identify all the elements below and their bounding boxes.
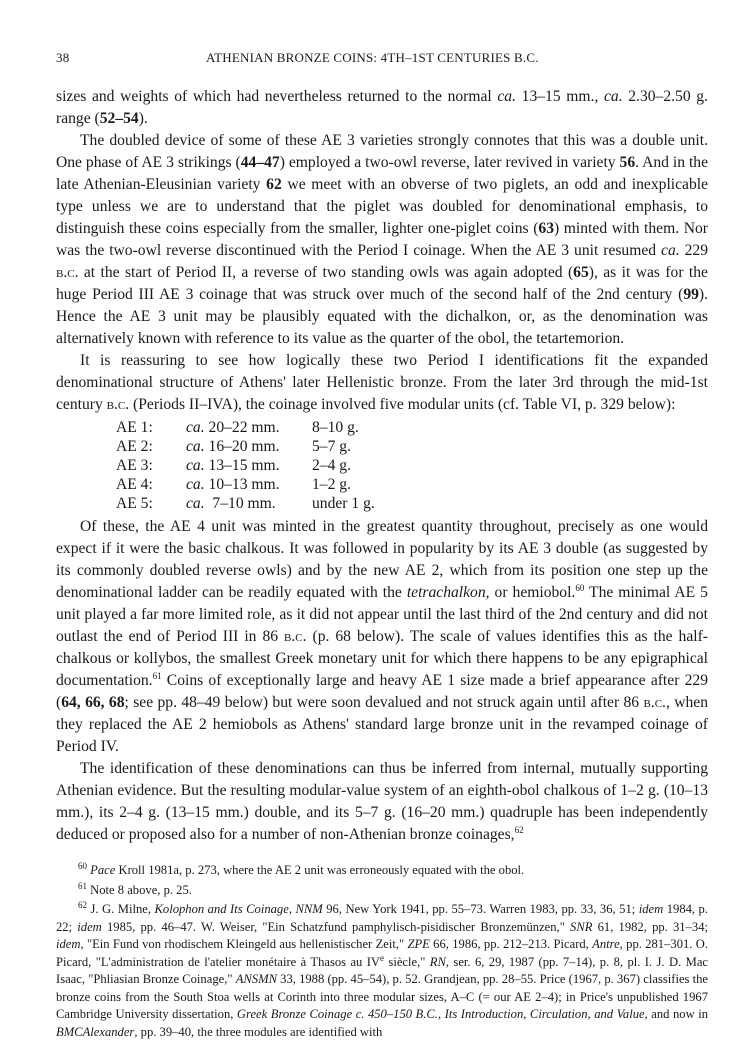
- text-run: ) employed a two-owl reverse, later revived in variety: [279, 154, 620, 171]
- text-run: Greek Bronze Coinage c. 450–150 B.C., Its Introduction, Circulation, and Value: [236, 1007, 645, 1021]
- text-run: ZPE: [407, 937, 430, 951]
- book-page: [56, 50, 708, 1043]
- text-run: 1984, p. 22;: [56, 902, 709, 934]
- text-run: idem: [56, 937, 81, 951]
- text-run: 62: [266, 176, 282, 193]
- text-run: 2.30–2.50 g. range (: [56, 88, 708, 127]
- unit-diameter: ca. 16–20 mm.: [186, 438, 280, 455]
- text-run: RN: [429, 954, 446, 969]
- note-ref: 60: [575, 582, 585, 593]
- text-run: 229: [679, 242, 708, 259]
- running-title: ATHENIAN BRONZE COINS: 4TH–1ST CENTURIES B.C.: [206, 50, 539, 65]
- paragraph-1: [56, 86, 708, 130]
- text-run: 63: [538, 220, 554, 237]
- text-run: ), as it was for the huge Period III AE 3 coinage that was struck over much of the second half of the 2nd century (: [56, 264, 708, 303]
- text-run: idem: [77, 919, 102, 934]
- text-run: at the start of Period II, a reverse of two standing owls was again adopted (: [78, 264, 574, 281]
- page-number: 38: [56, 50, 70, 65]
- paragraph-2: [56, 130, 708, 350]
- text-run: 33, 1988 (pp. 45–54), p. 52. Grandjean, pp. 28–55. Price (1967, p. 367) classifies the bronze coins from the South Stoa wells at Corinth into three modular sizes, A–C (= our AE 2–4); in Price's unpublished 1967 Cambridge University dissertation,: [56, 972, 708, 1021]
- text-run: siècle,": [384, 954, 430, 969]
- footnote-61: [56, 882, 708, 900]
- text-run: The identification of these denominations can thus be inferred from internal, mutually supporting Athenian evidence. But the resulting modular-value system of an eighth-obol chalkous of 1–2 g. (10–13 mm.), its 2–4 g. (13–15 mm.) double, and its 5–7 g. (16–20 mm.) quadruple has been independently deduced or proposed also for a number of non-Athenian bronze coinages,: [56, 760, 708, 843]
- text-run: , and now in: [644, 1007, 709, 1021]
- unit-unit: AE 5:: [116, 495, 153, 512]
- note-ref: 61: [152, 670, 162, 681]
- text-run: Of these, the AE 4 unit was minted in the greatest quantity throughout, precisely as one would expect if it were the basic chalkous. It was followed in popularity by its AE 3 double (as suggested by its commonly doubled reverse owls) and by the new AE 2, which from its position one step up the denominational ladder can be readily equated with the: [56, 518, 708, 601]
- unit-row: [116, 418, 375, 437]
- unit-diameter: ca. 20–22 mm.: [186, 419, 280, 436]
- text-run: sizes and weights of which had nevertheless returned to the normal: [56, 88, 498, 105]
- unit-diameter: ca. 7–10 mm.: [186, 495, 276, 512]
- text-run: SNR: [570, 919, 593, 934]
- text-run: Coins of exceptionally large and heavy AE 1 size made a brief appearance after 229 (: [56, 672, 708, 711]
- unit-weight: 8–10 g.: [312, 419, 359, 436]
- running-head: [56, 50, 708, 66]
- text-run: (Periods II–IVA), the coinage involved five modular units (cf. Table VI, p. 329 below):: [129, 396, 676, 413]
- footnote-60: [56, 862, 708, 880]
- text-run: . And in the late Athenian-Eleusinian variety: [56, 154, 709, 193]
- unit-weight: 1–2 g.: [312, 476, 351, 493]
- unit-weight: 2–4 g.: [312, 457, 351, 474]
- text-run: b.c.: [106, 396, 130, 413]
- text-run: idem: [638, 902, 664, 916]
- text-run: ca.: [497, 88, 517, 105]
- text-run: (p. 68 below). The scale of values identifies this as the half-chalkous or kollybos, the smallest Greek monetary unit for which there happens to be any epigraphical documentation.: [56, 628, 708, 689]
- text-run: b.c.: [284, 628, 307, 645]
- text-run: , ser. 6, 29, 1987 (pp. 7–14), p. 8, pl. I. J. D. Mac Isaac, "Phliasian Bronze Coinage,": [56, 954, 708, 986]
- text-run: , pp. 39–40, the three modules are identified with: [134, 1024, 383, 1039]
- text-run: The doubled device of some of these AE 3 varieties strongly connotes that this was a double unit. One phase of AE 3 strikings (: [56, 132, 708, 171]
- text-run: 65: [573, 264, 589, 281]
- text-run: ; see pp. 48–49 below) but were soon devalued and not struck again until after 86: [124, 694, 644, 711]
- text-run: , or hemiobol.: [485, 584, 576, 601]
- text-run: Antre: [592, 937, 620, 951]
- modular-units-table: [116, 418, 375, 513]
- text-run: BMCAlexander: [56, 1024, 135, 1039]
- text-run: 66, 1986, pp. 212–213. Picard,: [429, 937, 593, 951]
- text-run: 99: [683, 286, 699, 303]
- text-run: ). Hence the AE 3 unit may be plausibly equated with the dichalkon, or, as the denomination was alternatively known with reference to its value as the quarter of the obol, the tetartemorion.: [56, 286, 708, 347]
- text-run: The minimal AE 5 unit played a far more limited role, as it did not appear until the last third of the 2nd century and did not outlast the end of Period III in 86: [56, 584, 708, 645]
- text-run: It is reassuring to see how logically these two Period I identifications fit the expanded denominational structure of Athens' later Hellenistic bronze. From the later 3rd through the mid-1st century: [56, 352, 708, 413]
- unit-weight: under 1 g.: [312, 495, 375, 512]
- note-ref: 62: [514, 824, 524, 835]
- text-run: ca.: [661, 242, 680, 259]
- text-run: we meet with an obverse of two piglets, an odd and inexplicable type unless we are to understand that the piglet was doubled for denominational emphasis, to distinguish these coins especially from the smaller, lighter one-piglet coins (: [56, 176, 709, 237]
- unit-unit: AE 3:: [116, 457, 153, 474]
- unit-unit: AE 1:: [116, 419, 153, 436]
- text-run: J. G. Milne,: [87, 902, 155, 916]
- unit-row: [116, 437, 375, 456]
- text-run: tetrachalkon: [406, 584, 486, 601]
- note-ref: 62: [78, 899, 87, 910]
- text-run: , pp. 281–301. O. Picard, "L'administration de l'atelier monétaire à Thasos au IV: [56, 937, 708, 969]
- unit-row: [116, 494, 375, 513]
- footnotes: [56, 862, 708, 1041]
- paragraph-3: [56, 350, 708, 416]
- text-run: 96, New York 1941, pp. 55–73. Warren 1983, pp. 33, 36, 51;: [322, 902, 639, 916]
- text-run: 13–15 mm.,: [516, 88, 604, 105]
- unit-unit: AE 4:: [116, 476, 153, 493]
- text-run: , "Ein Fund von rhodischem Kleingeld aus hellenistischer Zeit,": [80, 937, 408, 951]
- text-run: 61, 1982, pp. 31–34;: [592, 919, 708, 934]
- note-ref: 61: [78, 880, 87, 891]
- text-run: ).: [138, 110, 148, 127]
- note-ref: 60: [78, 860, 87, 871]
- text-run: 44–47: [240, 154, 280, 171]
- text-run: ) minted with them. Nor was the two-owl reverse discontinued with the Period I coinage. When the AE 3 unit resumed: [56, 220, 708, 259]
- paragraph-4: [56, 516, 708, 758]
- text-run: b.c.: [56, 264, 79, 281]
- text-run: b.c.: [643, 694, 666, 711]
- unit-row: [116, 456, 375, 475]
- text-run: 1985, pp. 46–47. W. Weiser, "Ein Schatzfund pamphylisch-pisidischer Bronzemünzen,": [101, 919, 571, 934]
- note-ref: e: [380, 952, 385, 963]
- text-run: 56: [619, 154, 636, 171]
- text-run: 52–54: [99, 110, 139, 127]
- unit-row: [116, 475, 375, 494]
- text-run: ca.: [603, 88, 623, 105]
- text-run: Note 8 above, p. 25.: [87, 882, 192, 897]
- text-run: ANSMN: [235, 972, 277, 986]
- text-run: 64, 66, 68: [61, 694, 125, 711]
- text-run: Kroll 1981a, p. 273, where the AE 2 unit was erroneously equated with the obol.: [115, 863, 525, 877]
- unit-unit: AE 2:: [116, 438, 153, 455]
- text-run: Kolophon and Its Coinage, NNM: [154, 902, 323, 916]
- text-run: , when they replaced the AE 2 hemiobols as Athens' standard large bronze unit in the revamped coinage of Period IV.: [56, 694, 709, 755]
- unit-weight: 5–7 g.: [312, 438, 351, 455]
- unit-diameter: ca. 10–13 mm.: [186, 476, 280, 493]
- text-run: Pace: [90, 863, 116, 877]
- footnote-62: [56, 901, 708, 1041]
- paragraph-5: [56, 758, 708, 846]
- unit-diameter: ca. 13–15 mm.: [186, 457, 280, 474]
